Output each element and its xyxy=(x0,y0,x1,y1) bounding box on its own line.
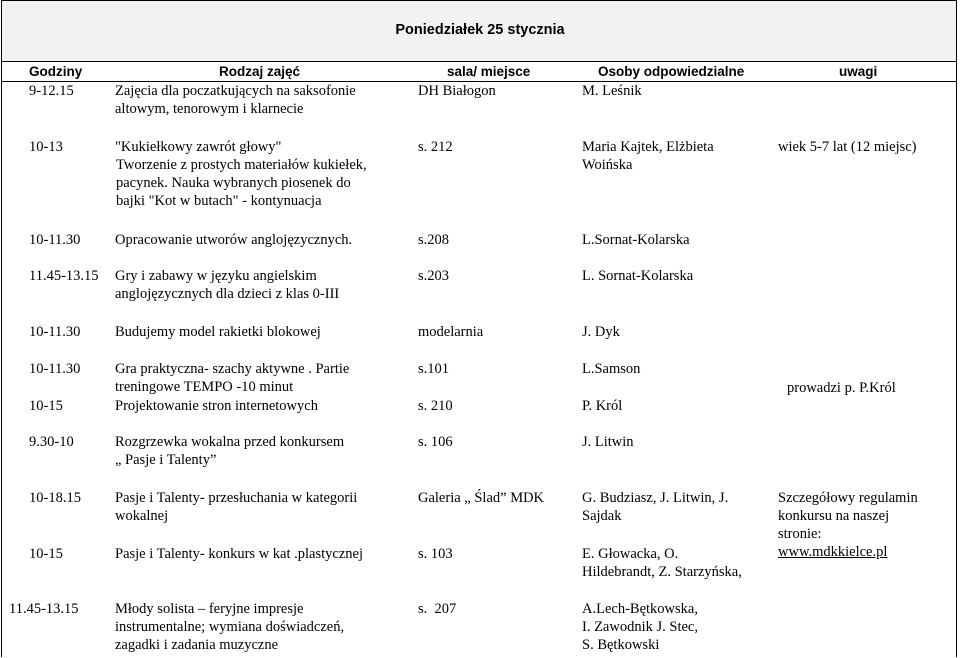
row-time: 11.45-13.15 xyxy=(9,601,79,617)
row-activity: Pasje i Talenty- przesłuchania w kategorii wokalnej xyxy=(115,490,358,524)
row-activity: Młody solista – feryjne impresje instrumentalne; wymiana doświadczeń, zagadki i zadania muzyczne xyxy=(115,601,345,653)
row-activity: "Kukiełkowy zawrót głowy" Tworzenie z prostych materiałów kukiełek, pacynek. Nauka wybranych piosenek do bajki "Kot w butach" - kontynuacja xyxy=(115,139,367,209)
row-person: E. Głowacka, O. Hildebrandt, Z. Starzyńska, xyxy=(582,546,742,580)
row-time: 10-15 xyxy=(29,398,63,414)
row-room: s.208 xyxy=(418,232,450,248)
row-room: s.203 xyxy=(418,268,450,284)
row-activity: Gra praktyczna- szachy aktywne . Partie treningowe TEMPO -10 minut xyxy=(115,361,350,395)
row-person: M. Leśnik xyxy=(582,83,642,99)
row-activity: Pasje i Talenty- konkurs w kat .plastycznej xyxy=(115,546,363,562)
row-person: L.Sornat-Kolarska xyxy=(582,232,690,248)
row-activity: Zajęcia dla poczatkujących na saksofonie altowym, tenorowym i klarnecie xyxy=(115,83,356,117)
row-person: Maria Kajtek, Elżbieta Woińska xyxy=(582,139,714,173)
row-person: J. Dyk xyxy=(582,324,620,340)
row-time: 10-15 xyxy=(29,546,63,562)
row-person: L.Samson xyxy=(582,361,641,377)
row-person: G. Budziasz, J. Litwin, J. Sajdak xyxy=(582,490,729,524)
row-room: s. 212 xyxy=(418,139,453,155)
row-person: J. Litwin xyxy=(582,434,634,450)
row-room: s. 210 xyxy=(418,398,453,414)
row-activity: Opracowanie utworów anglojęzycznych. xyxy=(115,232,353,248)
row-time: 10-11.30 xyxy=(29,232,81,248)
row-room: Galeria „ Ślad” MDK xyxy=(418,490,545,506)
row-room: s. 103 xyxy=(418,546,453,562)
row-time: 10-18.15 xyxy=(29,490,81,506)
row-room: DH Białogon xyxy=(418,83,496,99)
row-time: 10-11.30 xyxy=(29,361,81,377)
row-person: P. Król xyxy=(582,398,623,414)
header-osoby: Osoby odpowiedzialne xyxy=(598,64,745,79)
shared-note-regulamin: Szczegółowy regulamin konkursu na naszej stronie: www.mdkkielce.pl xyxy=(778,490,918,560)
row-time: 9-12.15 xyxy=(29,83,74,99)
row-activity: Projektowanie stron internetowych xyxy=(115,398,318,414)
row-room: s. 106 xyxy=(418,434,453,450)
header-rodzaj: Rodzaj zajęć xyxy=(219,64,301,79)
row-time: 9.30-10 xyxy=(29,434,74,450)
row-time: 10-11.30 xyxy=(29,324,81,340)
row-notes: wiek 5-7 lat (12 miejsc) xyxy=(778,139,917,155)
header-sala: sala/ miejsce xyxy=(447,64,531,79)
row-activity: Rozgrzewka wokalna przed konkursem „ Pasje i Talenty” xyxy=(115,434,345,468)
header-godziny: Godziny xyxy=(29,64,83,79)
mdkkielce-link[interactable]: www.mdkkielce.pl xyxy=(778,544,888,560)
row-room: modelarnia xyxy=(418,324,484,340)
row-time: 10-13 xyxy=(29,139,63,155)
row-person: A.Lech-Bętkowska, I. Zawodnik J. Stec, S. Bętkowski xyxy=(582,601,698,653)
row-activity: Budujemy model rakietki blokowej xyxy=(115,324,321,340)
row-activity: Gry i zabawy w języku angielskim anglojęzycznych dla dzieci z klas 0-III xyxy=(115,268,340,302)
page-title: Poniedziałek 25 stycznia xyxy=(395,22,565,38)
row-room: s. 207 xyxy=(418,601,457,617)
header-uwagi: uwagi xyxy=(839,64,878,79)
row-room: s.101 xyxy=(418,361,450,377)
table-header xyxy=(0,62,960,82)
row-time: 11.45-13.15 xyxy=(29,268,99,284)
row-person: L. Sornat-Kolarska xyxy=(582,268,694,284)
shared-note-prowadzi: prowadzi p. P.Król xyxy=(787,380,896,396)
